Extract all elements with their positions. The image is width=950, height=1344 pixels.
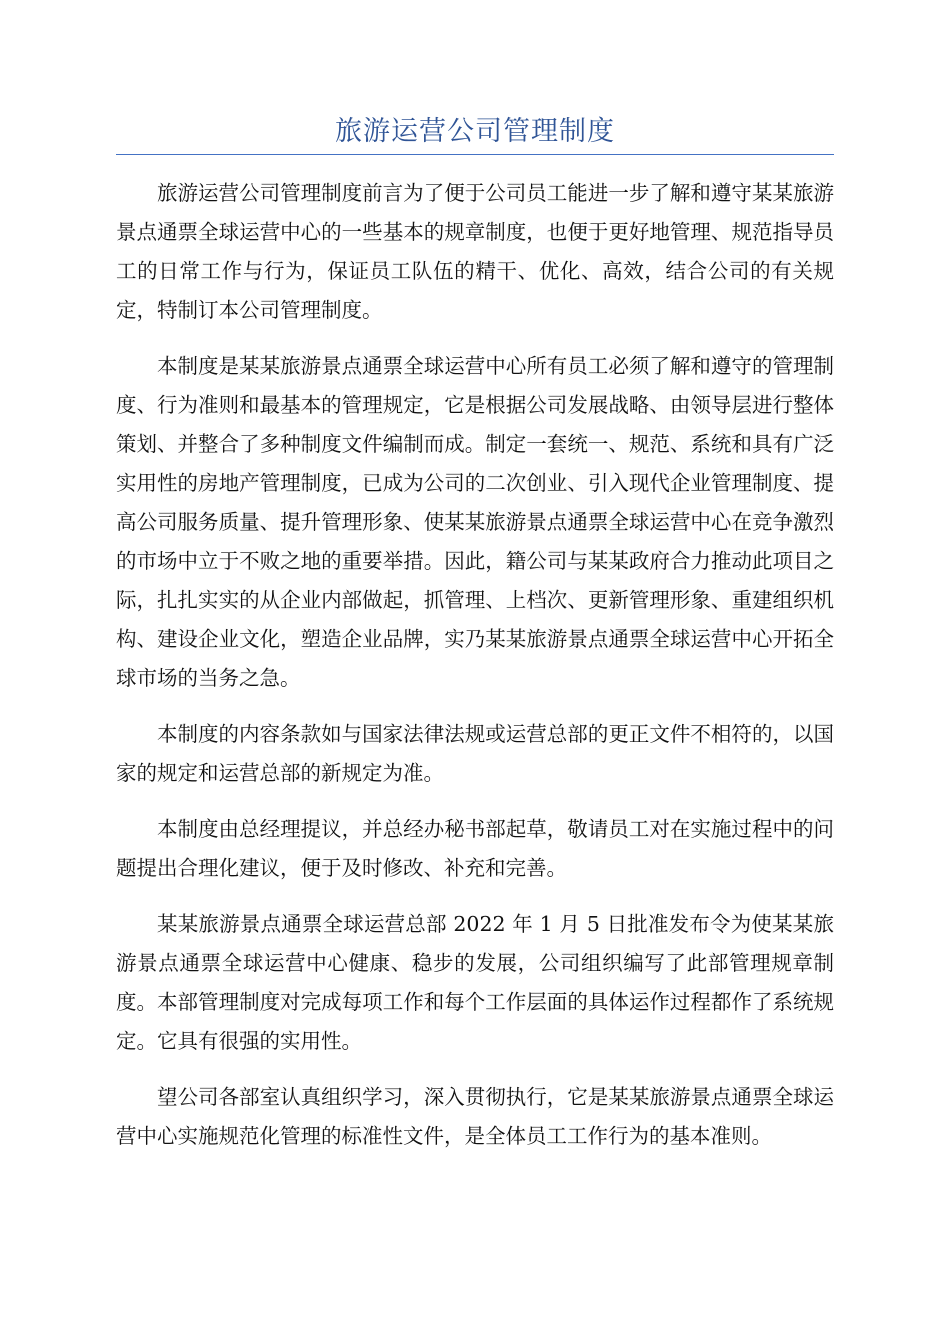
paragraph-implementation: 望公司各部室认真组织学习，深入贯彻执行，它是某某旅游景点通票全球运营中心实施规范化管理的标准性文件，是全体员工工作行为的基本准则。 <box>116 1085 834 1148</box>
document-title: 旅游运营公司管理制度 <box>335 116 615 147</box>
document-body <box>116 174 834 1173</box>
paragraph-preface: 旅游运营公司管理制度前言为了便于公司员工能进一步了解和遵守某某旅游景点通票全球运营中心的一些基本的规章制度，也便于更好地管理、规范指导员工的日常工作与行为，保证员工队伍的精干、优化、高效，结合公司的有关规定，特制订本公司管理制度。 <box>116 181 834 322</box>
paragraph-precedence: 本制度的内容条款如与国家法律法规或运营总部的更正文件不相符的，以国家的规定和运营总部的新规定为准。 <box>116 722 834 785</box>
title-underline <box>116 154 834 155</box>
paragraph-purpose: 本制度是某某旅游景点通票全球运营中心所有员工必须了解和遵守的管理制度、行为准则和最基本的管理规定，它是根据公司发展战略、由领导层进行整体策划、并整合了多种制度文件编制而成。制定一套统一、规范、系统和具有广泛实用性的房地产管理制度，已成为公司的二次创业、引入现代企业管理制度、提高公司服务质量、提升管理形象、使某某旅游景点通票全球运营中心在竞争激烈的市场中立于不败之地的重要举措。因此，籍公司与某某政府合力推动此项目之际，扎扎实实的从企业内部做起，抓管理、上档次、更新管理形象、重建组织机构、建设企业文化，塑造企业品牌，实乃某某旅游景点通票全球运营中心开拓全球市场的当务之急。 <box>116 354 834 690</box>
paragraph-approval: 某某旅游景点通票全球运营总部 2022 年 1 月 5 日批准发布令为使某某旅游景点通票全球运营中心健康、稳步的发展，公司组织编写了此部管理规章制度。本部管理制度对完成每项工作和每个工作层面的具体运作过程都作了系统规定。它具有很强的实用性。 <box>116 912 834 1053</box>
paragraph-drafting: 本制度由总经理提议，并总经办秘书部起草，敬请员工对在实施过程中的问题提出合理化建议，便于及时修改、补充和完善。 <box>116 817 834 880</box>
